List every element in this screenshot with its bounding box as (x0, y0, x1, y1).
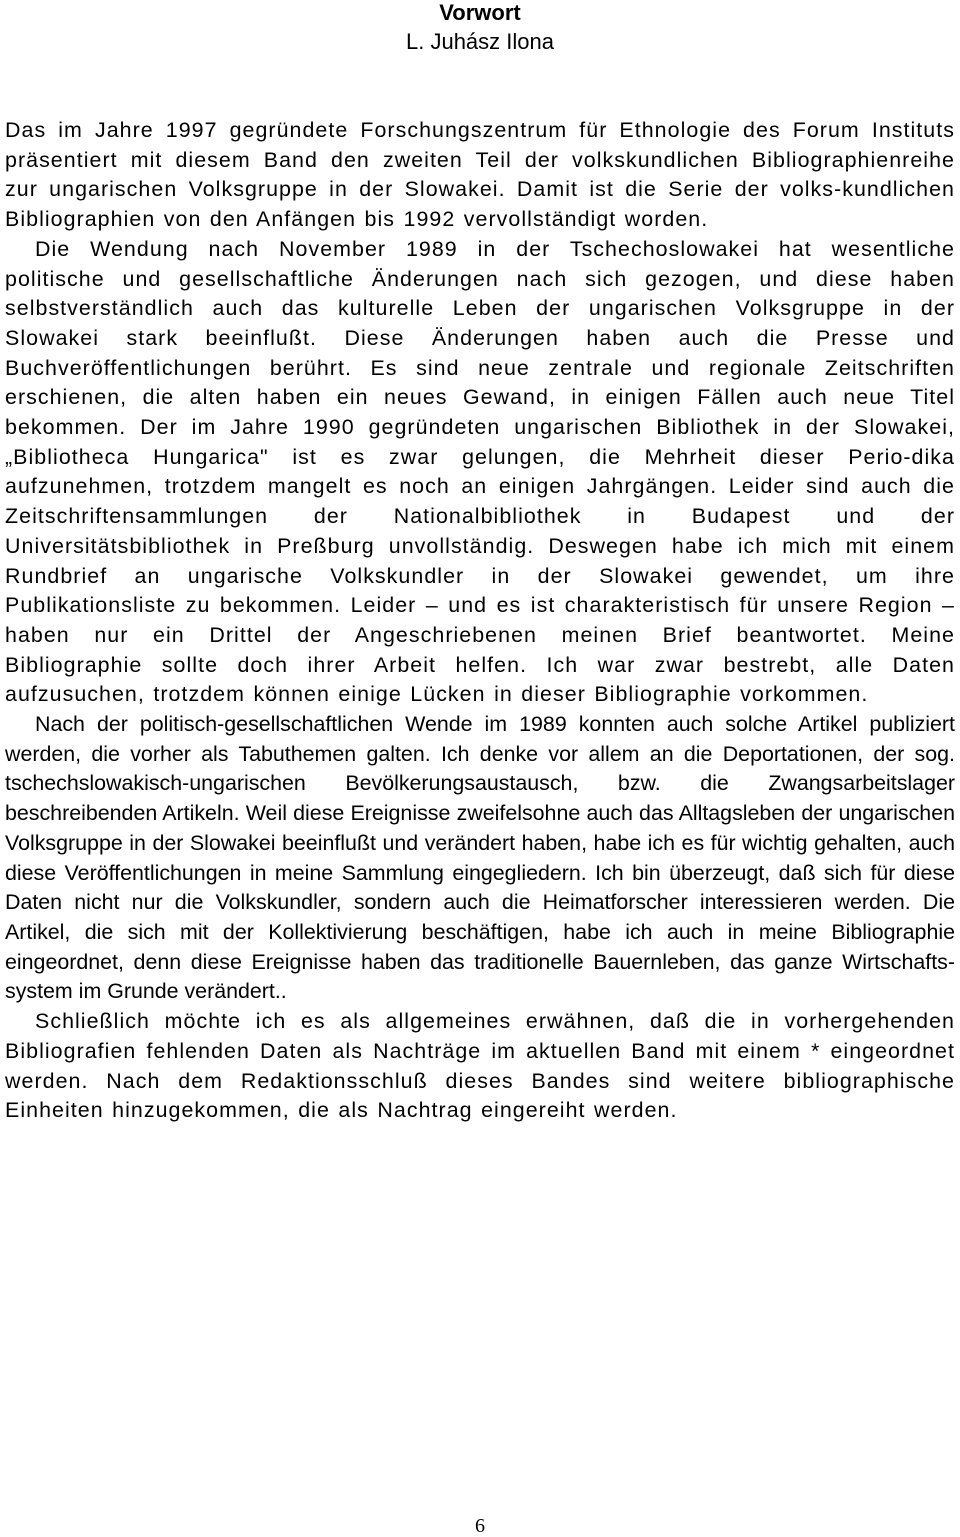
paragraph-nachtraege: Schließlich möchte ich es als allgemeines erwähnen, daß die in vorhergehenden Bibliografien fehlenden Daten als Nachträge im aktuellen Band mit einem * eingeordnet werden. Nach dem Redaktionsschluß dieses Bandes sind weitere bibliographische Einheiten hinzugekommen, die als Nachtrag eingereiht werden. (5, 1009, 955, 1123)
body-text (5, 116, 955, 1126)
paragraph-intro: Das im Jahre 1997 gegründete Forschungszentrum für Ethnologie des Forum Instituts präsentiert mit diesem Band den zweiten Teil der volkskundlichen Bibliographienreihe zur ungarischen Volksgruppe in der Slowakei. Damit ist die Serie der volks-kundlichen Bibliographien von den Anfängen bis 1992 vervollständigt worden. (5, 118, 955, 232)
author-name: L. Juhász Ilona (406, 29, 554, 54)
paragraph-wendung: Die Wendung nach November 1989 in der Tschechoslowakei hat wesentliche politische und gesellschaftliche Änderungen nach sich gezogen, und diese haben selbstverständlich auch das kulturelle Leben der ungarischen Volksgruppe in der Slowakei stark beeinflußt. Diese Änderungen haben auch die Presse und Buchveröffentlichungen berührt. Es sind neue zentrale und regionale Zeitschriften erschienen, die alten haben ein neues Gewand, in einigen Fällen auch neue Titel bekommen. Der im Jahre 1990 gegründeten ungarischen Bibliothek in der Slowakei, „Bibliotheca Hungarica" ist es zwar gelungen, die Mehrheit dieser Perio-dika aufzunehmen, trotzdem mangelt es noch an einigen Jahrgängen. Leider sind auch die Zeitschriftensammlungen der Nationalbibliothek in Budapest und der Universitätsbibliothek in Preßburg unvollständig. Deswegen habe ich mich mit einem Rundbrief an ungarische Volkskundler in der Slowakei gewendet, um ihre Publikationsliste zu bekommen. Leider – und es ist charakteristisch für unsere Region – haben nur ein Drittel der Angeschriebenen meinen Brief beantwortet. Meine Bibliographie sollte doch ihrer Arbeit helfen. Ich war zwar bestrebt, alle Daten aufzusuchen, trotzdem können einige Lücken in dieser Bibliographie vorkommen. (5, 236, 955, 707)
page-title: Vorwort (439, 0, 521, 25)
page-number: 6 (475, 1515, 485, 1537)
paragraph-politische-wende: Nach der politisch-gesellschaftlichen Wende im 1989 konnten auch solche Artikel publiziert werden, die vorher als Tabuthemen galten. Ich denke vor allem an die Deportationen, der sog. tschechslowakisch-ungarischen Bevölkerungsaustausch, bzw. die Zwangsarbeitslager beschreibenden Artikeln. Weil diese Ereignisse zweifelsohne auch das Alltagsleben der ungarischen Volksgruppe in der Slowakei beeinflußt und verändert haben, habe ich es für wichtig gehalten, auch diese Veröffentlichungen in meine Sammlung eingegliedern. Ich bin überzeugt, daß sich für diese Daten nicht nur die Volkskundler, sondern auch die Heimatforscher interessieren werden. Die Artikel, die sich mit der Kollektivierung beschäftigen, habe ich auch in meine Bibliographie eingeordnet, denn diese Ereignisse haben das traditionelle Bauernleben, das ganze Wirtschafts-system im Grunde verändert.. (5, 712, 955, 1004)
